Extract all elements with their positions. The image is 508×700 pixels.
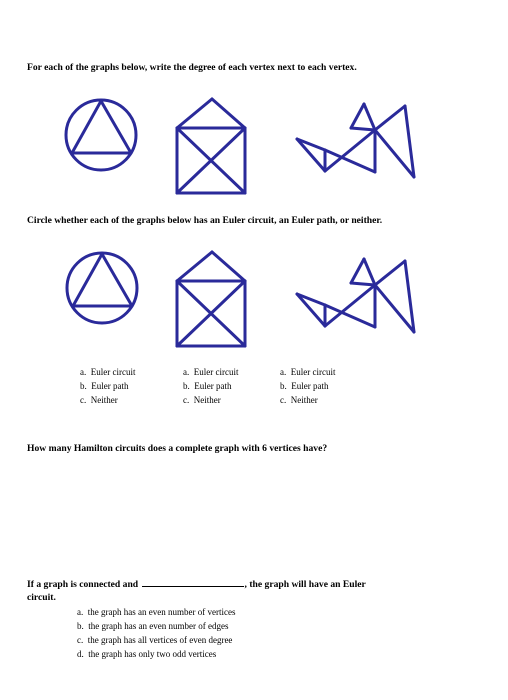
option-a[interactable]: a. Euler circuit	[280, 367, 336, 377]
question-3-text: How many Hamilton circuits does a complete graph with 6 vertices have?	[27, 443, 328, 454]
option-b[interactable]: b. Euler path	[183, 381, 232, 391]
option-b[interactable]: b. the graph has an even number of edges	[77, 621, 229, 631]
question-1-text: For each of the graphs below, write the degree of each vertex next to each vertex.	[27, 62, 357, 73]
options-graph-2	[183, 365, 238, 407]
option-a[interactable]: a. Euler circuit	[80, 367, 136, 377]
option-c[interactable]: c. Neither	[183, 395, 221, 405]
graph-bowtie-1	[294, 97, 418, 181]
graph-triangle-in-circle-2	[64, 250, 142, 328]
question-2-text: Circle whether each of the graphs below has an Euler circuit, an Euler path, or neither.	[27, 215, 383, 226]
options-graph-3	[280, 365, 335, 407]
option-b[interactable]: b. Euler path	[280, 381, 329, 391]
option-a[interactable]: a. the graph has an even number of vertices	[77, 607, 236, 617]
option-c[interactable]: c. Neither	[280, 395, 318, 405]
option-c[interactable]: c. the graph has all vertices of even degree	[77, 635, 233, 645]
question-4-text: If a graph is connected and , the graph will have an Euler	[27, 579, 366, 590]
answer-blank[interactable]	[142, 578, 244, 587]
graph-house-1	[172, 96, 252, 198]
graph-bowtie-2	[294, 252, 418, 336]
option-a[interactable]: a. Euler circuit	[183, 367, 239, 377]
options-graph-1	[80, 365, 135, 407]
option-b[interactable]: b. Euler path	[80, 381, 129, 391]
graph-triangle-in-circle-1	[63, 97, 141, 175]
question-4-options	[77, 605, 235, 661]
question-4-text-line2: circuit.	[27, 592, 56, 603]
option-d[interactable]: d. the graph has only two odd vertices	[77, 649, 217, 659]
graph-house-2	[172, 249, 252, 351]
option-c[interactable]: c. Neither	[80, 395, 118, 405]
